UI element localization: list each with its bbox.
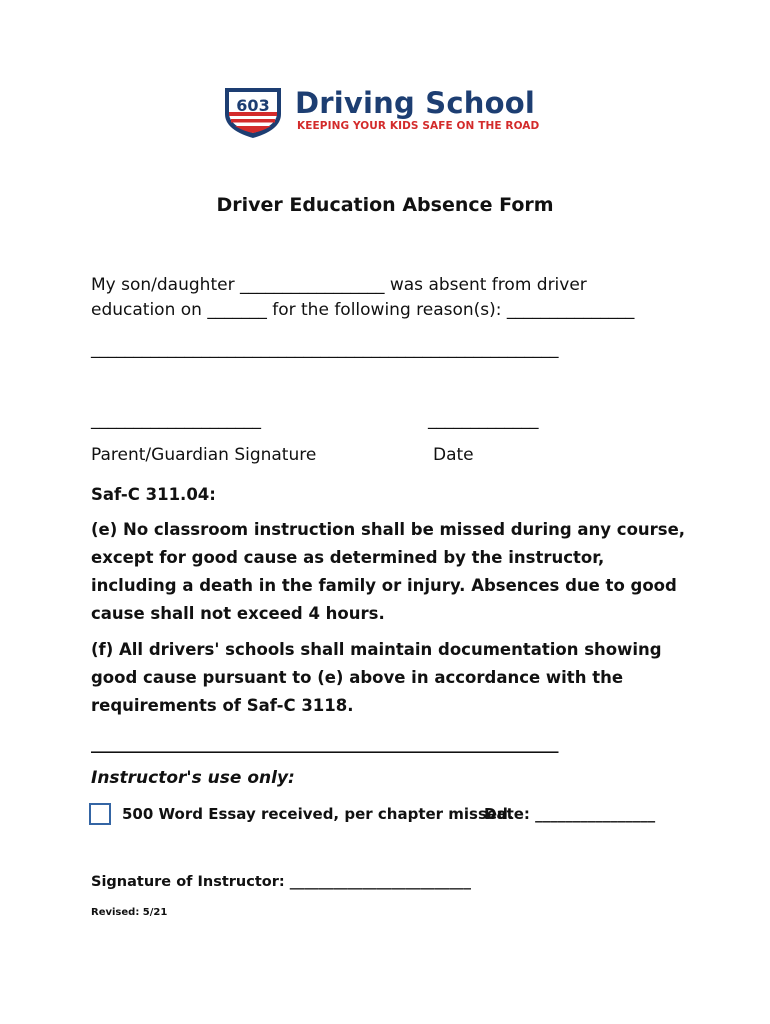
brand-tagline: KEEPING YOUR KIDS SAFE ON THE ROAD — [297, 120, 540, 132]
badge-number: 603 — [236, 96, 270, 115]
date-label: Date — [433, 445, 474, 465]
svg-text:★★★: ★★★ — [240, 81, 262, 90]
date-line: _____________ — [428, 410, 539, 430]
regulation-heading: Saf-C 311.04: — [91, 485, 216, 504]
parent-signature-line: ____________________ — [91, 410, 261, 430]
page-title: Driver Education Absence Form — [216, 194, 554, 216]
instructor-date-field: Date: ________________ — [484, 805, 656, 823]
parent-signature-label: Parent/Guardian Signature — [91, 445, 317, 465]
revised-date: Revised: 5/21 — [91, 907, 168, 918]
instructor-signature-field: Signature of Instructor: _________________________ — [91, 874, 471, 890]
statement-line-3: _______________________________________________________ — [91, 339, 559, 359]
divider: _______________________________________________________ — [91, 734, 559, 754]
shield-badge-icon — [221, 80, 285, 140]
essay-received-label: 500 Word Essay received, per chapter missed. — [122, 805, 514, 823]
statement-line-1: My son/daughter _________________ was absent from driver — [91, 275, 587, 295]
regulation-paragraph-f: (f) All drivers' schools shall maintain documentation showing good cause pursuant to (e) above in accordance with the requirements of Saf-C 3118. — [91, 640, 662, 715]
essay-received-checkbox[interactable] — [89, 803, 111, 825]
logo — [221, 80, 561, 140]
instructor-heading: Instructor's use only: — [91, 768, 295, 788]
brand-name: Driving School — [295, 86, 535, 120]
statement-line-2: education on _______ for the following reason(s): _______________ — [91, 300, 635, 320]
regulation-paragraph-e: (e) No classroom instruction shall be missed during any course, except for good cause as determined by the instructor, including a death in the family or injury. Absences due to good cause shall not exceed 4 hours. — [91, 520, 686, 623]
